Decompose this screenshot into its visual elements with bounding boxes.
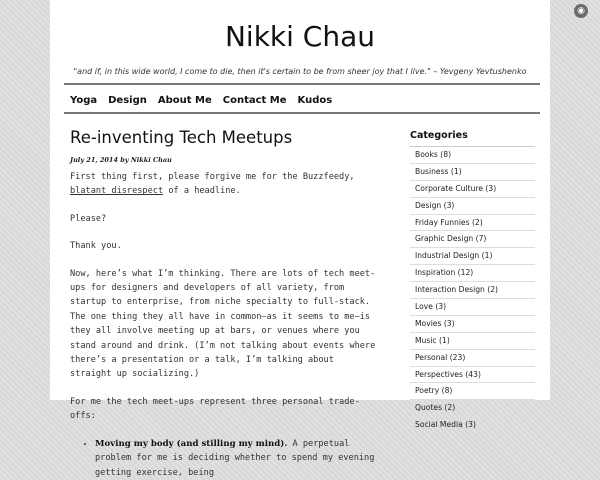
nav-kudos[interactable]: Kudos bbox=[297, 95, 333, 106]
divider bbox=[64, 83, 540, 85]
site-title[interactable]: Nikki Chau bbox=[224, 20, 376, 53]
post-meta: July 21, 2014 by Nikki Chau bbox=[70, 156, 172, 164]
category-link[interactable]: Design (3) bbox=[410, 197, 535, 214]
category-link[interactable]: Interaction Design (2) bbox=[410, 281, 535, 298]
category-link[interactable]: Love (3) bbox=[410, 298, 535, 315]
paragraph: Thank you. bbox=[70, 241, 122, 252]
post-title[interactable]: Re-inventing Tech Meetups bbox=[70, 128, 293, 147]
category-link[interactable]: Corporate Culture (3) bbox=[410, 180, 535, 197]
category-link[interactable]: Graphic Design (7) bbox=[410, 230, 535, 247]
nav-about-me[interactable]: About Me bbox=[157, 95, 212, 106]
category-link[interactable]: Friday Funnies (2) bbox=[410, 214, 535, 231]
nav-yoga[interactable]: Yoga bbox=[70, 95, 98, 106]
tagline: "and if, in this wide world, I come to die, then it's certain to be from sheer joy that I live." – Yevgeny Yevtushenko bbox=[73, 67, 527, 76]
paragraph: For me the tech meet-ups represent three personal trade-offs: bbox=[70, 396, 360, 422]
page bbox=[50, 0, 585, 478]
category-link[interactable]: Personal (23) bbox=[410, 349, 535, 366]
paragraph bbox=[70, 170, 380, 199]
tradeoff-list bbox=[70, 437, 380, 480]
category-link[interactable]: Music (1) bbox=[410, 332, 535, 349]
category-link[interactable]: Movies (3) bbox=[410, 315, 535, 332]
category-link[interactable]: Business (1) bbox=[410, 163, 535, 180]
paragraph: Now, here’s what I’m thinking. There are lots of tech meet-ups for designers and developers of all variety, from startup to enterprise, from niche specialty to full-stack. The one thing they all have in common–as it seems to me–is they all involve meeting up at bars, or venues where you stand around and drink. (I’m not talking about events where there’s a presentation or a talk, I’m talking about straight up socializing.) bbox=[70, 268, 376, 380]
divider bbox=[64, 112, 540, 114]
paragraph: Please? bbox=[70, 213, 107, 224]
category-list bbox=[410, 146, 535, 433]
category-link[interactable]: Poetry (8) bbox=[410, 382, 535, 399]
rss-icon[interactable]: ◉ bbox=[574, 4, 588, 18]
nav-design[interactable]: Design bbox=[108, 95, 147, 106]
category-link[interactable]: Inspiration (12) bbox=[410, 264, 535, 281]
paragraph-text: of a headline. bbox=[168, 186, 241, 197]
list-item-heading: Moving my body (and stilling my mind). bbox=[95, 438, 288, 449]
list-item bbox=[95, 437, 380, 480]
category-link[interactable]: Social Media (3) bbox=[410, 416, 535, 433]
sidebar-title: Categories bbox=[410, 130, 468, 141]
sidebar bbox=[410, 130, 535, 433]
paragraph-text: First thing first, please forgive me for the Buzzfeedy, bbox=[70, 172, 355, 182]
list-item-text: A perpetual problem for me is deciding whether to spend my evening getting exercise, being bbox=[95, 438, 375, 478]
blatant-disrespect-link[interactable]: blatant disrespect bbox=[70, 186, 164, 197]
category-link[interactable]: Industrial Design (1) bbox=[410, 247, 535, 264]
nav-contact-me[interactable]: Contact Me bbox=[222, 95, 287, 106]
category-link[interactable]: Quotes (2) bbox=[410, 399, 535, 416]
category-link[interactable]: Books (8) bbox=[410, 146, 535, 163]
post-content bbox=[70, 170, 380, 480]
main-nav bbox=[70, 95, 332, 106]
category-link[interactable]: Perspectives (43) bbox=[410, 366, 535, 383]
